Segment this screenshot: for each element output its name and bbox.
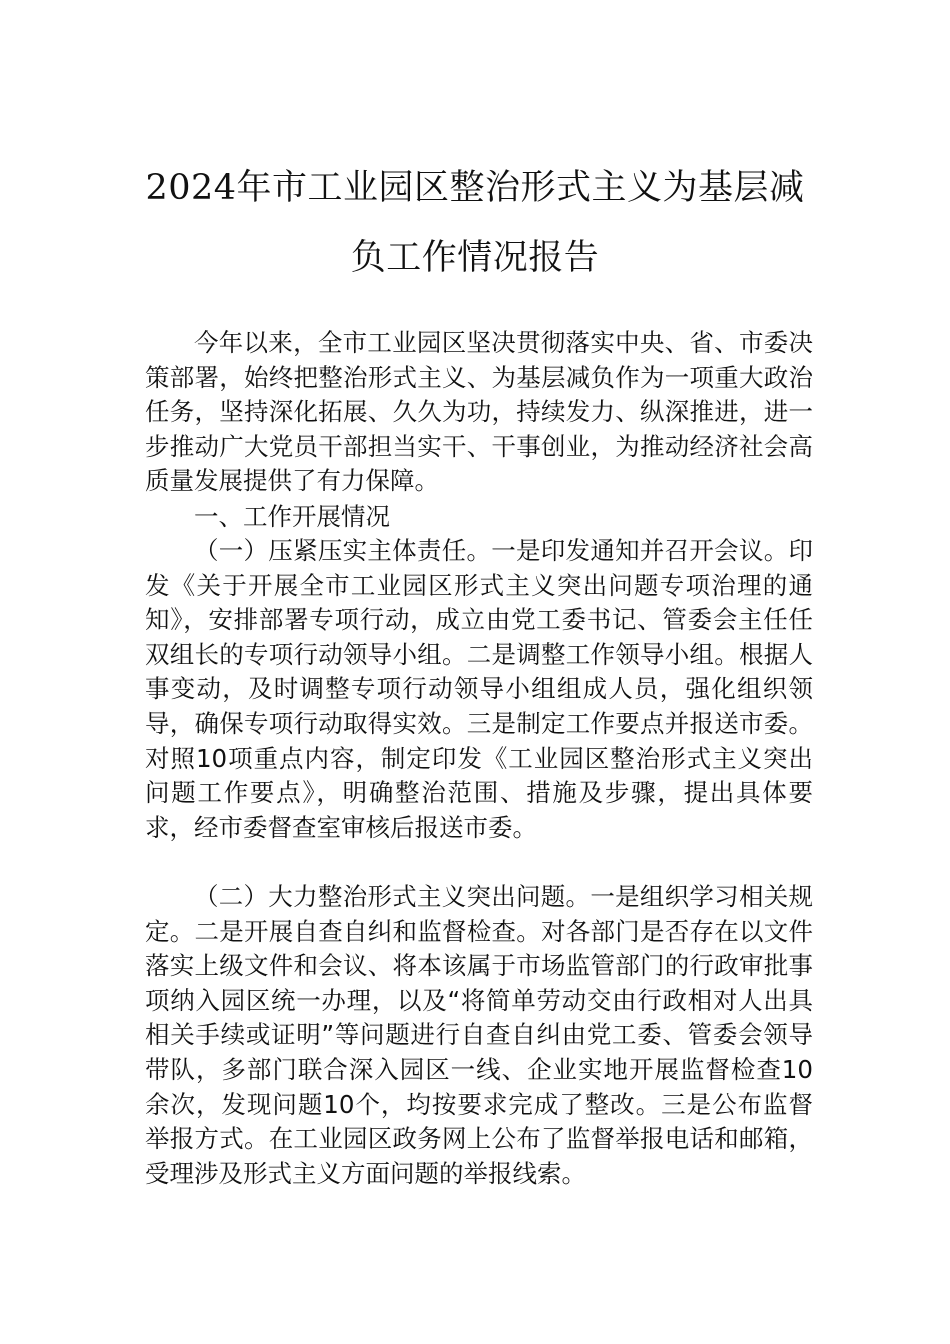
subsection-one-paragraph [145, 534, 813, 845]
document-title-line-1: 2024年市工业园区整治形式主义为基层减 [145, 168, 805, 208]
document-title-line-2: 负工作情况报告 [350, 238, 600, 278]
paragraph-text: （一）压紧压实主体责任。一是印发通知并召开会议。印发《关于开展全市工业园区形式主义突出问题专项治理的通知》，安排部署专项行动，成立由党工委书记、管委会主任任双组长的专项行动领导小组。二是调整工作领导小组。根据人事变动，及时调整专项行动领导小组组成人员，强化组织领导，确保专项行动取得实效。三是制定工作要点并报送市委。对照10项重点内容，制定印发《工业园区整治形式主义突出问题工作要点》，明确整治范围、措施及步骤，提出具体要求，经市委督查室审核后报送市委。 [145, 536, 813, 842]
paragraph-text: 今年以来，全市工业园区坚决贯彻落实中央、省、市委决策部署，始终把整治形式主义、为基层减负作为一项重大政治任务，坚持深化拓展、久久为功，持续发力、纵深推进，进一步推动广大党员干部担当实干、干事创业，为推动经济社会高质量发展提供了有力保障。 [145, 328, 813, 496]
subsection-two-paragraph [145, 880, 813, 1191]
intro-paragraph [145, 326, 813, 499]
section-heading [145, 500, 813, 535]
section-heading-text: 一、工作开展情况 [194, 502, 390, 531]
paragraph-text: （二）大力整治形式主义突出问题。一是组织学习相关规定。二是开展自查自纠和监督检查。对各部门是否存在以文件落实上级文件和会议、将本该属于市场监管部门的行政审批事项纳入园区统一办理，以及“将简单劳动交由行政相对人出具相关手续或证明”等问题进行自查自纠由党工委、管委会领导带队，多部门联合深入园区一线、企业实地开展监督检查10余次，发现问题10个，均按要求完成了整改。三是公布监督举报方式。在工业园区政务网上公布了监督举报电话和邮箱，受理涉及形式主义方面问题的举报线索。 [145, 882, 813, 1188]
